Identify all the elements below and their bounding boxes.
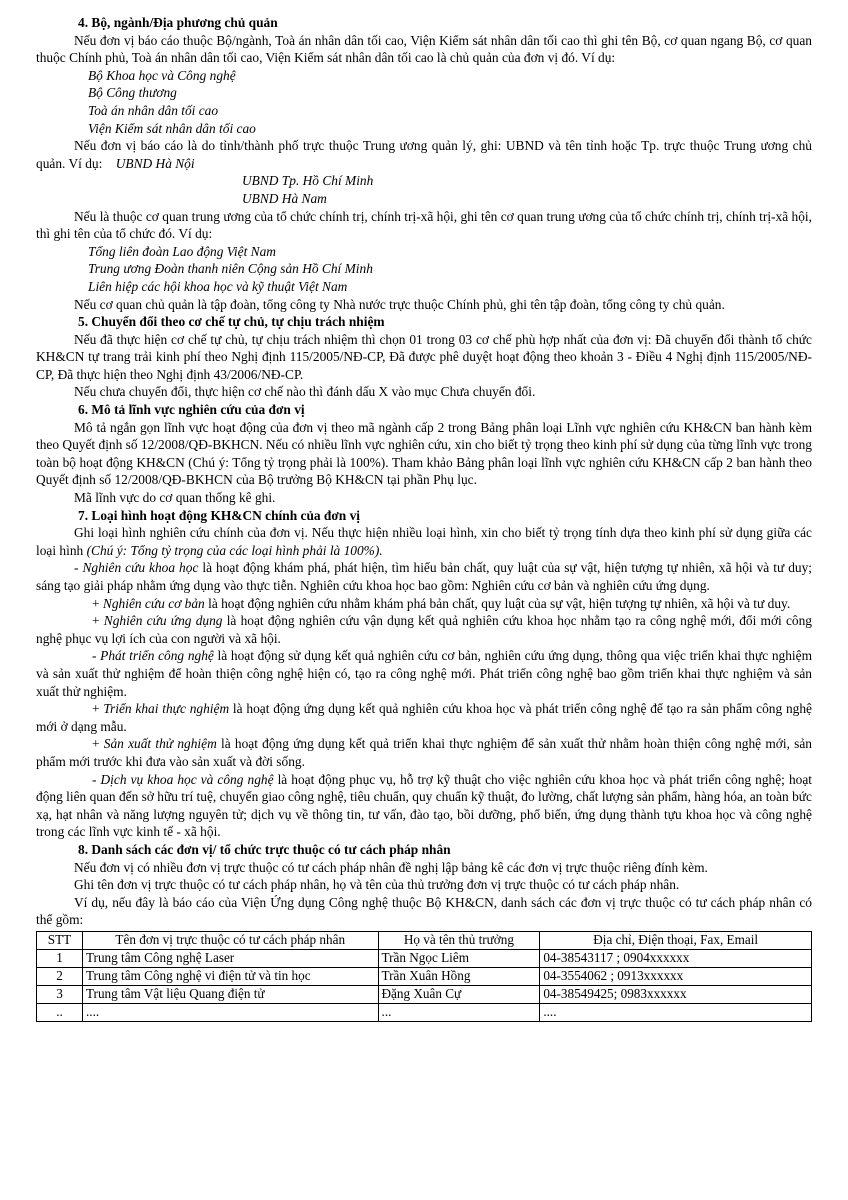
cell-stt: 1 xyxy=(37,949,83,967)
table-row xyxy=(37,949,812,967)
definition-st-services xyxy=(36,771,812,841)
cell-stt: 3 xyxy=(37,985,83,1003)
section-7-note: (Chú ý: Tổng tỷ trọng của các loại hình phải là 100%). xyxy=(86,542,383,558)
definition-pilot-production-term: Sản xuất thử nghiệm xyxy=(103,736,217,752)
section-8-paragraph-3: Ví dụ, nếu đây là báo cáo của Viện Ứng dụng Công nghệ thuộc Bộ KH&CN, danh sách các đơn vị trực thuộc có tư cách pháp nhân có thể gồm: xyxy=(36,894,812,928)
section-8-paragraph-2: Ghi tên đơn vị trực thuộc có tư cách pháp nhân, họ và tên của thủ trưởng đơn vị trực thuộc có tư cách pháp nhân. xyxy=(74,877,680,893)
definition-applied-research-text: là hoạt động nghiên cứu vận dụng kết quả nghiên cứu khoa học nhằm tạo ra công nghệ mới, đổi mới công nghệ phục vụ lợi ích của con người và xã hội. xyxy=(36,613,812,646)
definition-st-services-prefix: - xyxy=(92,771,101,787)
cell-unit-name: Trung tâm Công nghệ Laser xyxy=(82,949,378,967)
section-4-heading: 4. Bộ, ngành/Địa phương chủ quản xyxy=(78,15,278,30)
cell-contact: 04-3554062 ; 0913xxxxxx xyxy=(540,967,812,985)
cell-stt: 2 xyxy=(37,967,83,985)
definition-st-services-text: là hoạt động phục vụ, hỗ trợ kỹ thuật cho việc nghiên cứu khoa học và phát triển công nghệ; hoạt động liên quan đến sở hữu trí tuệ, chuyển giao công nghệ, tiêu chuẩn, quy chuẩn kỹ thuật, đo lường, chất lượng sản phẩm, hàng hóa, an toàn bức xạ, hạt nhân và năng lượng nguyên tử; dịch vụ về thông tin, tư vấn, đào tạo, bồi dưỡng, phổ biến, ứng dụng thành tựu khoa học và công nghệ trong các lĩnh vực kinh tế - xã hội. xyxy=(36,771,812,840)
section-4-paragraph-4: Nếu cơ quan chủ quản là tập đoàn, tổng công ty Nhà nước trực thuộc Chính phủ, ghi tên tập đoàn, tổng công ty chủ quản. xyxy=(74,296,725,312)
cell-contact: .... xyxy=(540,1003,812,1021)
definition-tech-development-prefix: - xyxy=(92,648,101,664)
example-org-2: Trung ương Đoàn thanh niên Cộng sản Hồ Chí Minh xyxy=(88,261,373,277)
definition-basic-research xyxy=(36,595,812,613)
section-6-paragraph-1: Mô tả ngắn gọn lĩnh vực hoạt động của đơn vị theo mã ngành cấp 2 trong Bảng phân loại Lĩnh vực nghiên cứu KH&CN ban hành kèm theo Quyết định số 12/2008/QĐ-BKHCN. Nếu có nhiều lĩnh vực nghiên cứu, xin cho biết tỷ trọng theo kinh phí sử dụng của từng lĩnh vực trong toàn bộ hoạt động KH&CN (Chú ý: Tổng tỷ trọng phải là 100%). Tham khảo Bảng phân loại lĩnh vực nghiên cứu KH&CN cấp 2 ban hành theo Quyết định số 12/2008/QĐ-BKHCN của Bộ trưởng Bộ KH&CN tại phần Phụ lục. xyxy=(36,419,812,488)
definition-tech-development-text: là hoạt động sử dụng kết quả nghiên cứu cơ bản, nghiên cứu ứng dụng, thông qua việc triển khai thực nghiệm và sản xuất thử nghiệm để hoàn thiện công nghệ hiện có, tạo ra công nghệ mới. Phát triển công nghệ bao gồm triển khai thực nghiệm và sản xuất thử nghiệm. xyxy=(36,648,813,699)
example-province-2: UBND Tp. Hồ Chí Minh xyxy=(242,173,374,189)
definition-applied-research-prefix: + xyxy=(92,613,104,629)
header-unit-name: Tên đơn vị trực thuộc có tư cách pháp nhân xyxy=(82,931,378,949)
definition-st-services-term: Dịch vụ khoa học và công nghệ xyxy=(100,771,274,787)
cell-head-name: Trần Xuân Hồng xyxy=(378,967,540,985)
section-4-paragraph-3: Nếu là thuộc cơ quan trung ương của tổ chức chính trị, chính trị-xã hội, ghi tên cơ quan trung ương của tổ chức chính trị, chính trị-xã hội, thì ghi tên của tổ chức đó. Ví dụ: xyxy=(36,208,812,242)
definition-research-prefix: - xyxy=(74,560,83,576)
definition-experimental-deployment-term: Triển khai thực nghiệm xyxy=(103,701,230,717)
definition-basic-research-term: Nghiên cứu cơ bản xyxy=(102,595,205,611)
definition-basic-research-text: là hoạt động nghiên cứu nhằm khám phá bản chất, quy luật của sự vật, hiện tượng tự nhiên, xã hội và tư duy. xyxy=(204,595,791,611)
example-ministry-2: Bộ Công thương xyxy=(88,85,177,101)
section-5-paragraph-1: Nếu đã thực hiện cơ chế tự chủ, tự chịu trách nhiệm thì chọn 01 trong 03 cơ chế phù hợp nhất của đơn vị: Đã chuyển đổi thành tổ chức KH&CN tự trang trải kinh phí theo Nghị định 115/2005/NĐ-CP, Đã được phê duyệt hoạt động theo khoản 3 - Điều 4 Nghị định 115/2005/NĐ-CP, Đã thực hiện theo Nghị định 43/2006/NĐ-CP. xyxy=(36,331,812,382)
cell-head-name: ... xyxy=(378,1003,540,1021)
section-4-paragraph-2 xyxy=(36,137,812,172)
definition-experimental-deployment xyxy=(36,700,812,735)
cell-unit-name: Trung tâm Vật liệu Quang điện tử xyxy=(82,985,378,1003)
example-org-1: Tổng liên đoàn Lao động Việt Nam xyxy=(88,243,276,259)
definition-tech-development-term: Phát triển công nghệ xyxy=(100,648,214,664)
cell-unit-name: .... xyxy=(82,1003,378,1021)
table-header-row xyxy=(37,931,812,949)
section-5-paragraph-2: Nếu chưa chuyển đổi, thực hiện cơ chế nào thì đánh dấu X vào mục Chưa chuyển đổi. xyxy=(74,384,536,400)
definition-research-term: Nghiên cứu khoa học xyxy=(82,560,199,576)
header-stt: STT xyxy=(37,931,83,949)
header-contact: Địa chỉ, Điện thoại, Fax, Email xyxy=(540,931,812,949)
example-province-1: UBND Hà Nội xyxy=(115,155,195,171)
section-7-paragraph-1 xyxy=(36,524,812,559)
header-head-name: Họ và tên thủ trưởng xyxy=(378,931,540,949)
definition-basic-research-prefix: + xyxy=(92,595,103,611)
table-row xyxy=(37,967,812,985)
section-4-paragraph-2-text: Nếu đơn vị báo cáo là do tỉnh/thành phố trực thuộc Trung ương quản lý, ghi: UBND và tên tỉnh hoặc Tp. trực thuộc Trung ương chủ quản. Ví dụ: xyxy=(36,138,812,171)
subsidiary-units-table xyxy=(36,931,812,1022)
example-ministry-1: Bộ Khoa học và Công nghệ xyxy=(88,67,236,83)
definition-tech-development xyxy=(36,647,812,700)
definition-pilot-production xyxy=(36,735,812,770)
definition-pilot-production-text: là hoạt động ứng dụng kết quả triển khai thực nghiệm để sản xuất thử nhằm hoàn thiện công nghệ mới, sản phẩm mới trước khi đưa vào sản xuất và đời sống. xyxy=(36,736,812,769)
section-5-heading: 5. Chuyển đổi theo cơ chế tự chủ, tự chịu trách nhiệm xyxy=(78,314,385,330)
example-province-3: UBND Hà Nam xyxy=(242,190,327,206)
example-ministry-3: Toà án nhân dân tối cao xyxy=(88,102,219,118)
section-8-heading: 8. Danh sách các đơn vị/ tổ chức trực thuộc có tư cách pháp nhân xyxy=(78,841,451,857)
cell-head-name: Trần Ngọc Liêm xyxy=(378,949,540,967)
section-6-heading: 6. Mô tả lĩnh vực nghiên cứu của đơn vị xyxy=(78,402,305,418)
definition-pilot-production-prefix: + xyxy=(92,736,104,752)
cell-stt: .. xyxy=(37,1003,83,1021)
example-org-3: Liên hiệp các hội khoa học và kỹ thuật Việt Nam xyxy=(88,278,348,294)
cell-contact: 04-38549425; 0983xxxxxx xyxy=(540,985,812,1003)
cell-head-name: Đặng Xuân Cự xyxy=(378,985,540,1003)
table-row xyxy=(37,1003,812,1021)
section-6-paragraph-2: Mã lĩnh vực do cơ quan thống kê ghi. xyxy=(74,490,276,506)
section-7-paragraph-1-text: Ghi loại hình nghiên cứu chính của đơn vị. Nếu thực hiện nhiều loại hình, xin cho biết tỷ trọng tính dựa theo kinh phí sử dụng giữa các loại hình xyxy=(36,525,812,558)
section-4-paragraph-1: Nếu đơn vị báo cáo thuộc Bộ/ngành, Toà án nhân dân tối cao, Viện Kiểm sát nhân dân tối cao thì ghi tên Bộ, cơ quan ngang Bộ, cơ quan thuộc Chính phủ, Toà án nhân dân tối cao, Viện Kiểm sát nhân dân tối cao là chủ quản của đơn vị đó. Ví dụ: xyxy=(36,32,812,66)
definition-applied-research-term: Nghiên cứu ứng dụng xyxy=(103,613,223,629)
cell-unit-name: Trung tâm Công nghệ vi điện tử và tin học xyxy=(82,967,378,985)
definition-applied-research xyxy=(36,612,812,647)
example-ministry-4: Viện Kiểm sát nhân dân tối cao xyxy=(88,120,256,136)
definition-research-text: là hoạt động khám phá, phát hiện, tìm hiểu bản chất, quy luật của sự vật, hiện tượng tự nhiên, xã hội và tư duy; sáng tạo giải pháp nhằm ứng dụng vào thực tiễn. Nghiên cứu khoa học bao gồm: Nghiên cứu cơ bản và nghiên cứu ứng dụng. xyxy=(36,560,813,593)
cell-contact: 04-38543117 ; 0904xxxxxx xyxy=(540,949,812,967)
definition-experimental-deployment-text: là hoạt động ứng dụng kết quả nghiên cứu khoa học và phát triển công nghệ để tạo ra sản phẩm công nghệ mới ở dạng mẫu. xyxy=(36,701,812,734)
section-8-paragraph-1: Nếu đơn vị có nhiều đơn vị trực thuộc có tư cách pháp nhân đề nghị lập bảng kê các đơn vị trực thuộc riêng đính kèm. xyxy=(74,859,708,875)
section-7-heading: 7. Loại hình hoạt động KH&CN chính của đơn vị xyxy=(78,507,361,523)
table-row xyxy=(37,985,812,1003)
definition-research xyxy=(36,559,812,594)
definition-experimental-deployment-prefix: + xyxy=(92,701,104,717)
